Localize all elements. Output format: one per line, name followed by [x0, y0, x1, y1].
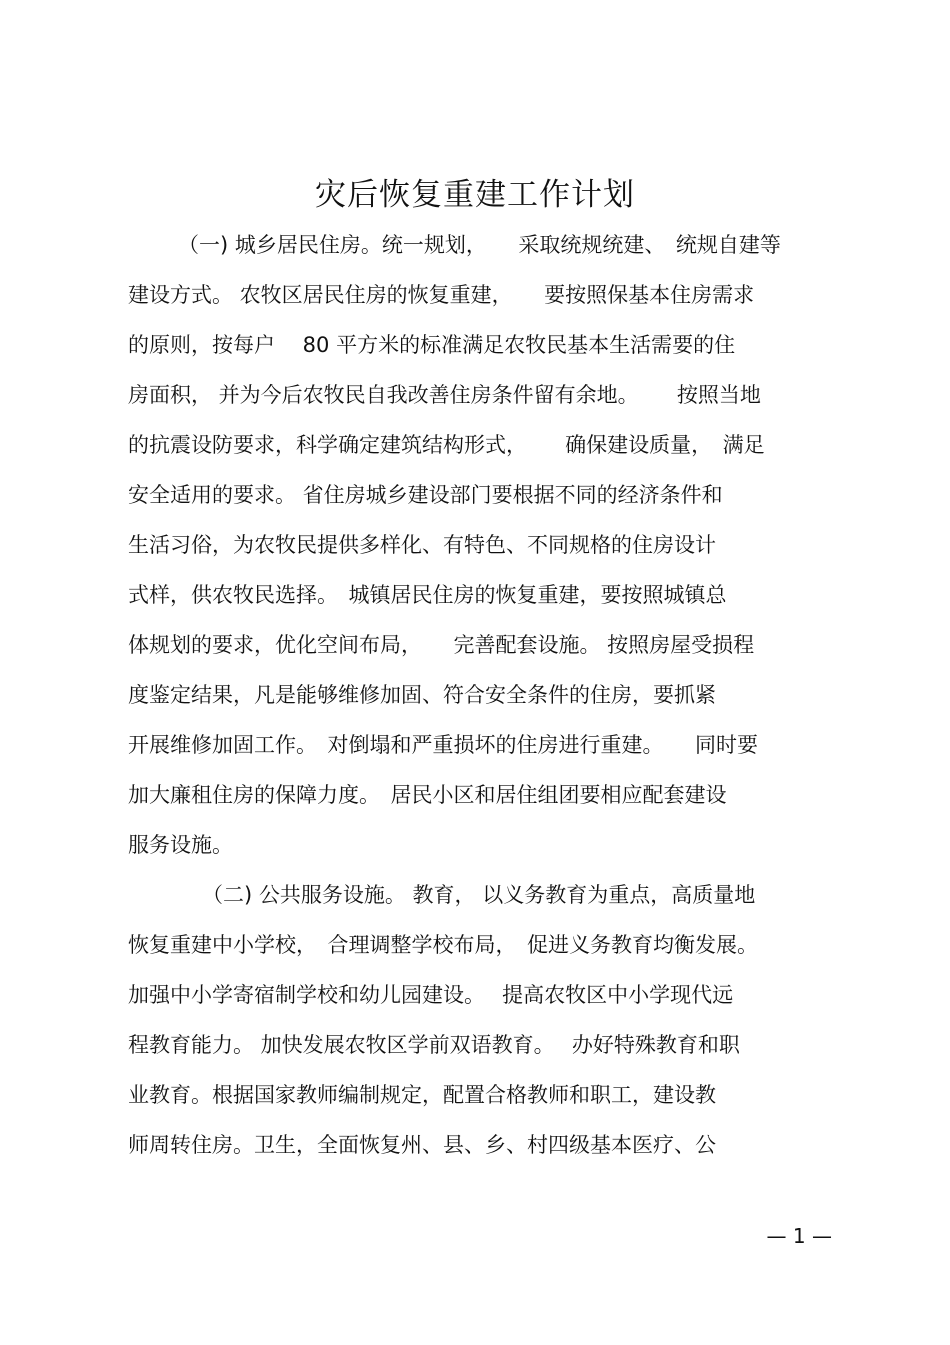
- text-line: 服务设施。: [128, 833, 233, 857]
- text-line: 式样，供农牧民选择。 城镇居民住房的恢复重建，要按照城镇总: [128, 583, 727, 607]
- text-line: 加强中小学寄宿制学校和幼儿园建设。 提高农牧区中小学现代远: [128, 983, 734, 1007]
- text-line: 的原则，按每户 80 平方米的标准满足农牧民基本生活需要的住: [128, 333, 736, 357]
- text-line: 度鉴定结果，凡是能够维修加固、符合安全条件的住房，要抓紧: [128, 683, 716, 707]
- text-line: （二) 公共服务设施。 教育， 以义务教育为重点，高质量地: [202, 883, 756, 907]
- text-line: 加大廉租住房的保障力度。 居民小区和居住组团要相应配套建设: [128, 783, 727, 807]
- text-line: 开展维修加固工作。 对倒塌和严重损坏的住房进行重建。 同时要: [128, 733, 758, 757]
- text-line: 程教育能力。 加快发展农牧区学前双语教育。 办好特殊教育和职: [128, 1033, 740, 1057]
- text-line: 的抗震设防要求，科学确定建筑结构形式， 确保建设质量， 满足: [128, 433, 765, 457]
- document-title: 灾后恢复重建工作计划: [315, 177, 635, 213]
- text-line: 恢复重建中小学校， 合理调整学校布局， 促进义务教育均衡发展。: [128, 933, 758, 957]
- text-line: 业教育。根据国家教师编制规定，配置合格教师和职工，建设教: [128, 1083, 716, 1107]
- text-line: 生活习俗，为农牧民提供多样化、有特色、不同规格的住房设计: [128, 533, 716, 557]
- text-line: 安全适用的要求。 省住房城乡建设部门要根据不同的经济条件和: [128, 483, 723, 507]
- text-line: （一) 城乡居民住房。统一规划， 采取统规统建、 统规自建等: [178, 233, 781, 257]
- text-line: 体规划的要求，优化空间布局， 完善配套设施。 按照房屋受损程: [128, 633, 755, 657]
- page-number: — 1 —: [766, 1224, 832, 1248]
- document-body: [128, 220, 848, 1170]
- text-line: 建设方式。 农牧区居民住房的恢复重建， 要按照保基本住房需求: [128, 283, 755, 307]
- text-line: 师周转住房。卫生，全面恢复州、县、乡、村四级基本医疗、公: [128, 1133, 716, 1157]
- text-line: 房面积， 并为今后农牧民自我改善住房条件留有余地。 按照当地: [128, 383, 761, 407]
